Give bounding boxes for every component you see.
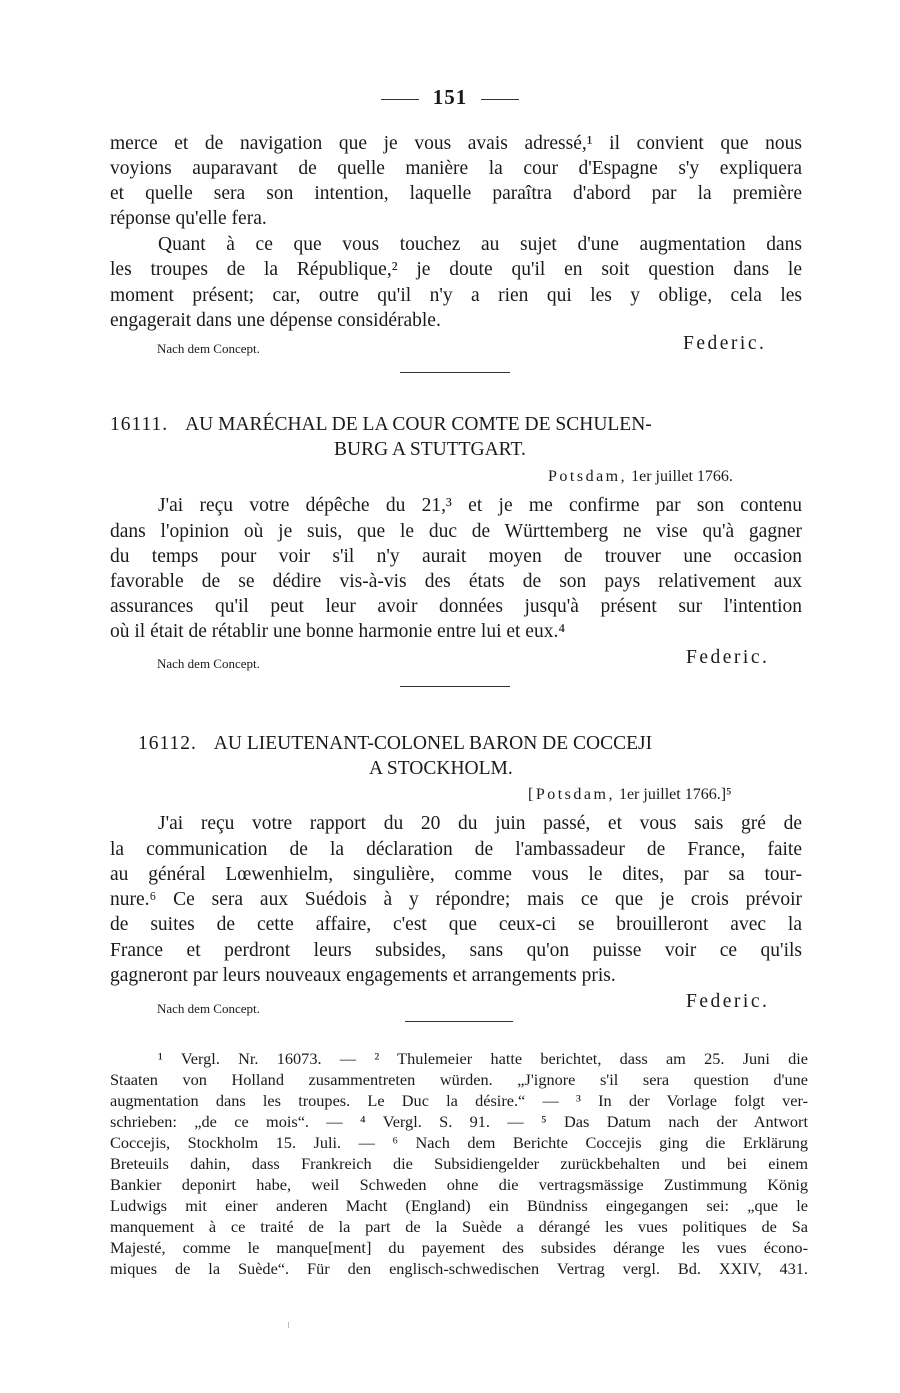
body-line: de suites de cette affaire, c'est que ceux-ci se brouilleront avec la [110,914,802,935]
footnote-line: Staaten von Holland zusammentreten würden. „J'ignore s'il sera question d'une [110,1070,808,1089]
source-note: Nach dem Concept. [157,1001,260,1016]
page-number [0,85,900,110]
letter-number: 16112. [138,733,197,754]
letter-addressee-cont: A STOCKHOLM. [369,758,513,779]
body-line: au général Lœwenhielm, singulière, comme vous le dites, par sa tour- [110,864,802,885]
source-note: Nach dem Concept. [157,656,260,671]
place-date [528,786,732,804]
letter-number: 16111. [110,414,169,435]
body-line: où il était de rétablir une bonne harmonie entre lui et eux.⁴ [110,621,566,642]
body-line: France et perdront leurs subsides, sans qu'on puisse voir ce qu'ils [110,940,802,961]
letter-heading [110,412,652,437]
body-line: les troupes de la République,² je doute qu'il en soit question dans le [110,259,802,280]
page-number-dash-left [381,99,419,100]
body-line: nure.⁶ Ce sera aux Suédois à y répondre; mais ce que je crois prévoir [110,889,802,910]
date: 1er juillet 1766.]⁵ [618,786,732,803]
place: [Potsdam, [528,786,615,803]
footnote-line: Majesté, comme le manque[ment] du payement des subsides dérange les vues écono- [110,1238,808,1257]
body-line: J'ai reçu votre rapport du 20 du juin passé, et vous sais gré de [158,813,802,834]
body-line: voyions auparavant de quelle manière la cour d'Espagne s'y expliquera [110,158,802,179]
footnote-line: Coccejis, Stockholm 15. Juli. — ⁶ Nach dem Berichte Coccejis ging die Erklärung [110,1133,808,1152]
body-line: réponse qu'elle fera. [110,208,267,229]
signature: Federic. [686,991,770,1012]
footnote-line: ¹ Vergl. Nr. 16073. — ² Thulemeier hatte berichtet, dass am 25. Juni die [158,1049,808,1068]
date: 1er juillet 1766. [631,468,733,485]
body-line: favorable de se dédire vis-à-vis des états de son pays relativement aux [110,571,802,592]
footnote-line: augmentation dans les troupes. Le Duc la désire.“ — ³ In der Vorlage folgt ver- [110,1091,808,1110]
footnote-line: schrieben: „de ce mois“. — ⁴ Vergl. S. 91. — ⁵ Das Datum nach der Antwort [110,1112,808,1131]
footnote-line: Ludwigs mit einer anderen Macht (England) ein Bündniss eingegangen sei: „que le [110,1196,808,1215]
body-line: dans l'opinion où je suis, que le duc de Württemberg ne vise qu'à gagner [110,521,802,542]
body-line: gagneront par leurs nouveaux engagements et arrangements pris. [110,965,616,986]
page-number-dash-right [481,99,519,100]
source-note: Nach dem Concept. [157,341,260,356]
body-line: du temps pour voir s'il n'y aurait moyen de trouver une occasion [110,546,802,567]
body-line: la communication de la déclaration de l'ambassadeur de France, faite [110,839,802,860]
signature: Federic. [683,333,767,354]
body-line: et quelle sera son intention, laquelle paraîtra d'abord par la première [110,183,802,204]
page-number-text: 151 [432,85,468,109]
footnote-line: miques de la Suède“. Für den englisch-schwedischen Vertrag vergl. Bd. XXIV, 431. [110,1259,808,1278]
footnote-line: manquement à ce traité de la part de la Suède a dérangé les vues politiques de Sa [110,1217,808,1236]
footnote-line: Bankier deponirt habe, weil Schweden ohne die vertragsmässige Zustimmung König [110,1175,808,1194]
letter-addressee: AU MARÉCHAL DE LA COUR COMTE DE SCHULEN- [185,414,652,435]
signature: Federic. [686,647,770,668]
section-rule [405,1021,513,1022]
body-line: engagerait dans une dépense considérable. [110,310,441,331]
body-line: J'ai reçu votre dépêche du 21,³ et je me confirme par son contenu [158,495,802,516]
paper-speck [288,1322,289,1328]
section-rule [400,686,510,687]
place-date [548,468,733,486]
body-line: assurances qu'il peut leur avoir données jusqu'à présent sur l'intention [110,596,802,617]
place: Potsdam, [548,468,628,485]
body-line: moment présent; car, outre qu'il n'y a rien qui les y oblige, cela les [110,285,802,306]
letter-addressee: AU LIEUTENANT-COLONEL BARON DE COCCEJI [213,733,653,754]
letter-heading [138,731,652,756]
body-line: Quant à ce que vous touchez au sujet d'une augmentation dans [158,234,802,255]
footnote-line: Breteuils dahin, dass Frankreich die Subsidiengelder zurückbehalten und bei einem [110,1154,808,1173]
letter-addressee-cont: BURG A STUTTGART. [334,439,526,460]
section-rule [400,372,510,373]
body-line: merce et de navigation que je vous avais adressé,¹ il convient que nous [110,133,802,154]
